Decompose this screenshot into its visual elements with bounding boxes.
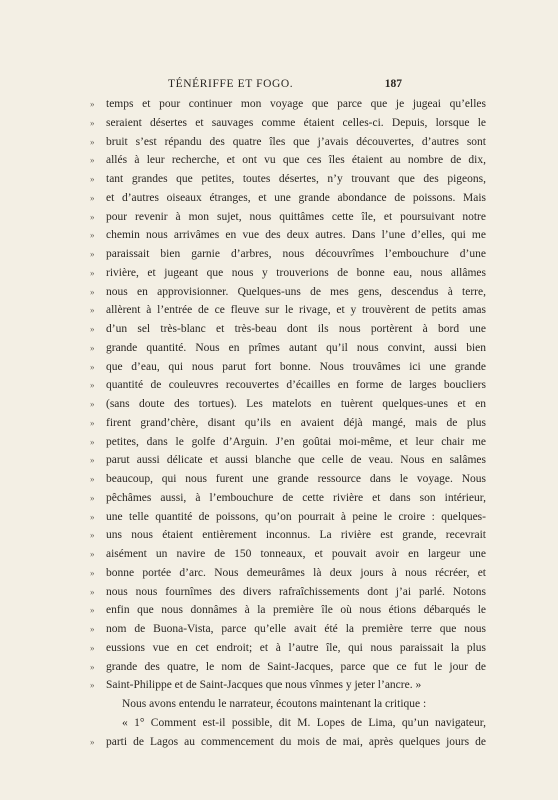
text-line xyxy=(90,95,486,114)
quote-marker: » xyxy=(90,586,95,597)
quote-marker: » xyxy=(90,267,95,278)
text-line xyxy=(90,676,486,695)
line-text: paraissait bien garnie d’arbres, nous découvrîmes l’embouchure d’une xyxy=(106,248,486,260)
line-text: parti de Lagos au commencement du mois de mai, après quelques jours de xyxy=(106,735,486,748)
text-line xyxy=(90,489,486,508)
text-line xyxy=(96,695,486,714)
quote-marker: » xyxy=(90,286,95,297)
text-line xyxy=(90,601,486,620)
running-title: TÉNÉRIFFE ET FOGO. xyxy=(168,78,294,90)
line-text: quantité de couleuvres recouvertes d’écailles en forme de larges boucliers xyxy=(106,379,486,392)
text-line xyxy=(90,245,486,264)
text-line xyxy=(90,133,486,152)
text-line xyxy=(90,526,486,545)
line-text: bonne portée d’arc. Nous demeurâmes là deux jours à nous récréer, et xyxy=(106,566,486,579)
line-text: que d’eau, qui nous parut fort bonne. Nous trouvâmes ici une grande xyxy=(106,360,486,373)
quote-marker: » xyxy=(90,567,95,578)
quote-marker: » xyxy=(90,192,95,203)
quote-marker: » xyxy=(90,736,95,747)
page-number: 187 xyxy=(384,78,402,90)
line-text: allèrent à l’entrée de ce fleuve sur le rivage, et y trouvèrent de petits amas xyxy=(106,304,486,317)
line-text: rivière, et jugeant que nous y trouverions de bonne eau, nous allâmes xyxy=(106,266,486,279)
quote-marker: » xyxy=(90,99,95,109)
quote-marker: » xyxy=(90,361,95,372)
quote-marker: » xyxy=(90,436,95,447)
text-line xyxy=(90,545,486,564)
body-text xyxy=(90,95,486,751)
text-line xyxy=(90,226,486,245)
text-line xyxy=(90,433,486,452)
text-line xyxy=(90,470,486,489)
quote-marker: » xyxy=(90,624,95,634)
quote-marker: » xyxy=(90,605,95,616)
text-line xyxy=(90,151,486,170)
quote-marker: » xyxy=(90,530,95,541)
quote-marker: » xyxy=(90,155,95,166)
quote-marker: » xyxy=(90,342,95,353)
quote-marker: » xyxy=(90,174,95,184)
quote-marker: » xyxy=(90,417,95,428)
line-text: firent grand’chère, disant qu’ils en avaient déjà mangé, mais de plus xyxy=(106,416,486,429)
text-line xyxy=(90,114,486,133)
quote-marker: » xyxy=(90,230,95,241)
line-text: grande quantité. Nous en prîmes autant qu’il nous convint, aussi bien xyxy=(106,341,486,354)
line-text: d’un sel très-blanc et très-beau dont ils nous portèrent à bord une xyxy=(106,323,486,335)
line-text: Saint-Philippe et de Saint-Jacques que nous vînmes y jeter l’ancre. » xyxy=(106,679,422,692)
quote-marker: » xyxy=(90,492,95,503)
quote-marker: » xyxy=(90,380,95,391)
line-text: nom de Buona-Vista, parce qu’elle avait été la première terre que nous xyxy=(106,623,486,635)
quote-marker: » xyxy=(90,474,95,484)
quote-marker: » xyxy=(90,136,95,147)
text-line xyxy=(90,283,486,302)
text-line xyxy=(90,264,486,283)
line-text: uns nous étaient entièrement inconnus. La rivière est grande, recevrait xyxy=(106,529,486,542)
quote-marker: » xyxy=(90,399,95,409)
text-line xyxy=(90,170,486,189)
line-text: et d’autres oiseaux étranges, et une grande abondance de poissons. Mais xyxy=(106,191,486,204)
line-text: Nous avons entendu le narrateur, écoutons maintenant la critique : xyxy=(122,698,427,710)
text-line xyxy=(90,583,486,602)
quote-marker: » xyxy=(90,642,95,653)
text-line xyxy=(90,189,486,208)
quote-marker: » xyxy=(90,511,95,522)
line-text: beaucoup, qui nous furent une grande ressource dans le voyage. Nous xyxy=(106,473,486,485)
text-line xyxy=(96,714,486,733)
quote-marker: » xyxy=(90,661,95,672)
text-line xyxy=(90,395,486,414)
quote-marker: » xyxy=(90,549,95,559)
text-line xyxy=(90,658,486,677)
quote-marker: » xyxy=(90,324,95,334)
line-text: « 1° Comment est-il possible, dit M. Lopes de Lima, qu’un navigateur, xyxy=(122,716,486,729)
line-text: une telle quantité de poissons, qu’on pourrait à peine le croire : quelques- xyxy=(106,510,486,523)
line-text: pour revenir à mon sujet, nous quittâmes cette île, et poursuivant notre xyxy=(106,210,486,223)
text-line xyxy=(90,639,486,658)
line-text: allés à leur recherche, et ont vu que ces îles étaient au nombre de dix, xyxy=(106,154,486,167)
text-line xyxy=(90,620,486,639)
quote-marker: » xyxy=(90,211,95,222)
line-text: chemin nous arrivâmes en vue des deux autres. Dans l’une d’elles, qui me xyxy=(106,229,486,242)
line-text: nous en approvisionner. Quelques-uns de mes gens, descendus à terre, xyxy=(106,285,486,298)
line-text: aisément un navire de 150 tonneaux, et pouvait avoir en largeur une xyxy=(106,548,486,560)
line-text: enfin que nous donnâmes à la première île où nous étions débarqués le xyxy=(106,604,486,617)
line-text: temps et pour continuer mon voyage que parce que je jugeai qu’elles xyxy=(106,98,486,110)
quote-marker: » xyxy=(90,455,95,466)
text-line xyxy=(90,301,486,320)
line-text: bruit s’est répandu des quatre îles que j’avais découvertes, d’autres sont xyxy=(106,135,486,148)
quote-marker: » xyxy=(90,680,95,691)
line-text: tant grandes que petites, toutes désertes, n’y trouvant que des pigeons, xyxy=(106,173,486,185)
line-text: seraient désertes et sauvages comme étaient celles-ci. Depuis, lorsque le xyxy=(106,116,486,129)
text-line xyxy=(90,564,486,583)
text-line xyxy=(90,358,486,377)
page-header xyxy=(168,78,402,94)
quote-marker: » xyxy=(90,305,95,316)
line-text: grande des quatre, le nom de Saint-Jacques, parce que ce fut le jour de xyxy=(106,660,486,673)
line-text: petites, dans le golfe d’Arguin. J’en goûtai moi-même, et leur chair me xyxy=(106,435,486,448)
text-line xyxy=(90,451,486,470)
text-line xyxy=(90,508,486,527)
text-line xyxy=(90,339,486,358)
line-text: pêchâmes aussi, à l’embouchure de cette rivière et dans son intérieur, xyxy=(106,491,486,504)
line-text: nous nous fournîmes des divers rafraîchissements dont j’ai parlé. Notons xyxy=(106,585,486,598)
line-text: (sans doute des tortues). Les matelots en tuèrent quelques-unes et en xyxy=(106,398,486,410)
text-line xyxy=(90,414,486,433)
line-text: parut aussi délicate et aussi blanche que celle de veau. Nous en salâmes xyxy=(106,454,486,467)
quote-marker: » xyxy=(90,117,95,128)
text-line xyxy=(90,733,486,752)
line-text: eussions vue en cet endroit; et à l’autre île, qui nous paraissait la plus xyxy=(106,641,486,654)
text-line xyxy=(90,208,486,227)
text-line xyxy=(90,376,486,395)
quote-marker: » xyxy=(90,249,95,259)
text-line xyxy=(90,320,486,339)
